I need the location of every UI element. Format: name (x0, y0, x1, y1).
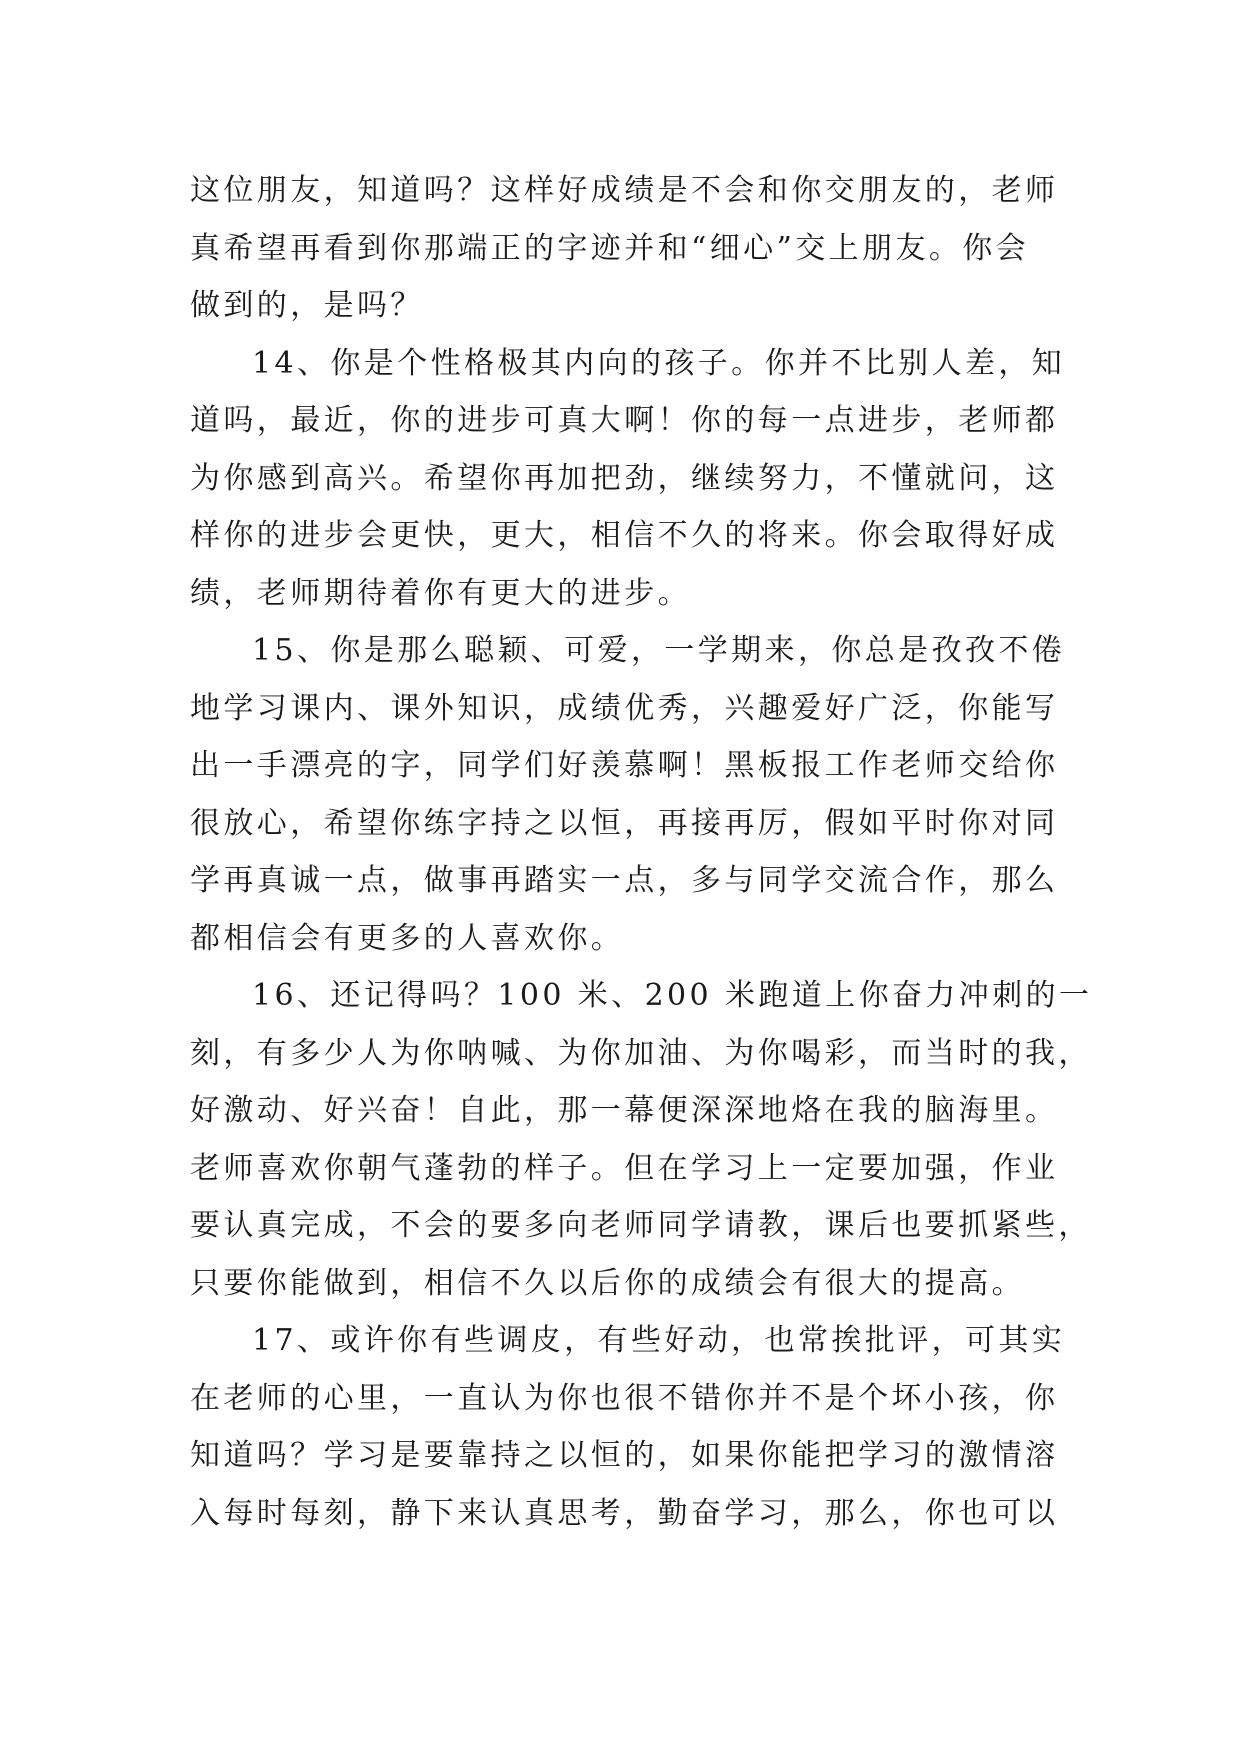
text-line: 在老师的心里，一直认为你也很不错你并不是个坏小孩，你 (190, 1380, 1059, 1416)
text-line-first: 16、还记得吗？100 米、200 米跑道上你奋力冲刺的一 (252, 978, 1093, 1013)
paragraph-14 (190, 335, 1070, 623)
text-line: 很放心，希望你练字持之以恒，再接再厉，假如平时你对同 (190, 805, 1059, 841)
text-line: 知道吗？学习是要靠持之以恒的，如果你能把学习的激情溶 (190, 1438, 1059, 1473)
text-line: 这位朋友，知道吗？这样好成绩是不会和你交朋友的，老师 (190, 173, 1059, 208)
document-body (190, 162, 1093, 1542)
text-line: 为你感到高兴。希望你再加把劲，继续努力，不懂就问，这 (190, 460, 1059, 496)
text-line: 学再真诚一点，做事再踏实一点，多与同学交流合作，那么 (190, 863, 1059, 898)
paragraph-16 (190, 967, 1093, 1312)
text-line: 出一手漂亮的字，同学们好羡慕啊！黑板报工作老师交给你 (190, 748, 1059, 783)
text-line: 要认真完成，不会的要多向老师同学请教，课后也要抓紧些， (190, 1208, 1092, 1243)
text-line: 刻，有多少人为你呐喊、为你加油、为你喝彩，而当时的我， (190, 1035, 1092, 1071)
text-line: 做到的，是吗？ (190, 288, 424, 323)
paragraph-13-continued (190, 162, 1070, 335)
text-line: 地学习课内、课外知识，成绩优秀，兴趣爱好广泛，你能写 (190, 690, 1059, 726)
text-line: 样你的进步会更快，更大，相信不久的将来。你会取得好成 (190, 518, 1059, 553)
text-line: 绩，老师期待着你有更大的进步。 (190, 575, 691, 611)
text-line: 老师喜欢你朝气蓬勃的样子。但在学习上一定要加强，作业 (190, 1150, 1059, 1186)
text-line: 真希望再看到你那端正的字迹并和“细心”交上朋友。你会 (190, 230, 1030, 266)
text-line: 好激动、好兴奋！自此，那一幕便深深地烙在我的脑海里。 (190, 1093, 1059, 1128)
text-line: 都相信会有更多的人喜欢你。 (190, 920, 625, 956)
text-line-first: 17、或许你有些调皮，有些好动，也常挨批评，可其实 (252, 1323, 1066, 1358)
paragraph-15 (190, 622, 1070, 967)
text-line: 入每时每刻，静下来认真思考，勤奋学习，那么，你也可以 (190, 1495, 1059, 1531)
text-line-first: 15、你是那么聪颖、可爱，一学期来，你总是孜孜不倦 (252, 633, 1066, 668)
text-line: 道吗，最近，你的进步可真大啊！你的每一点进步，老师都 (190, 403, 1059, 438)
paragraph-17 (190, 1312, 1070, 1542)
text-line: 只要你能做到，相信不久以后你的成绩会有很大的提高。 (190, 1265, 1025, 1301)
text-line-first: 14、你是个性格极其内向的孩子。你并不比别人差，知 (252, 345, 1066, 381)
